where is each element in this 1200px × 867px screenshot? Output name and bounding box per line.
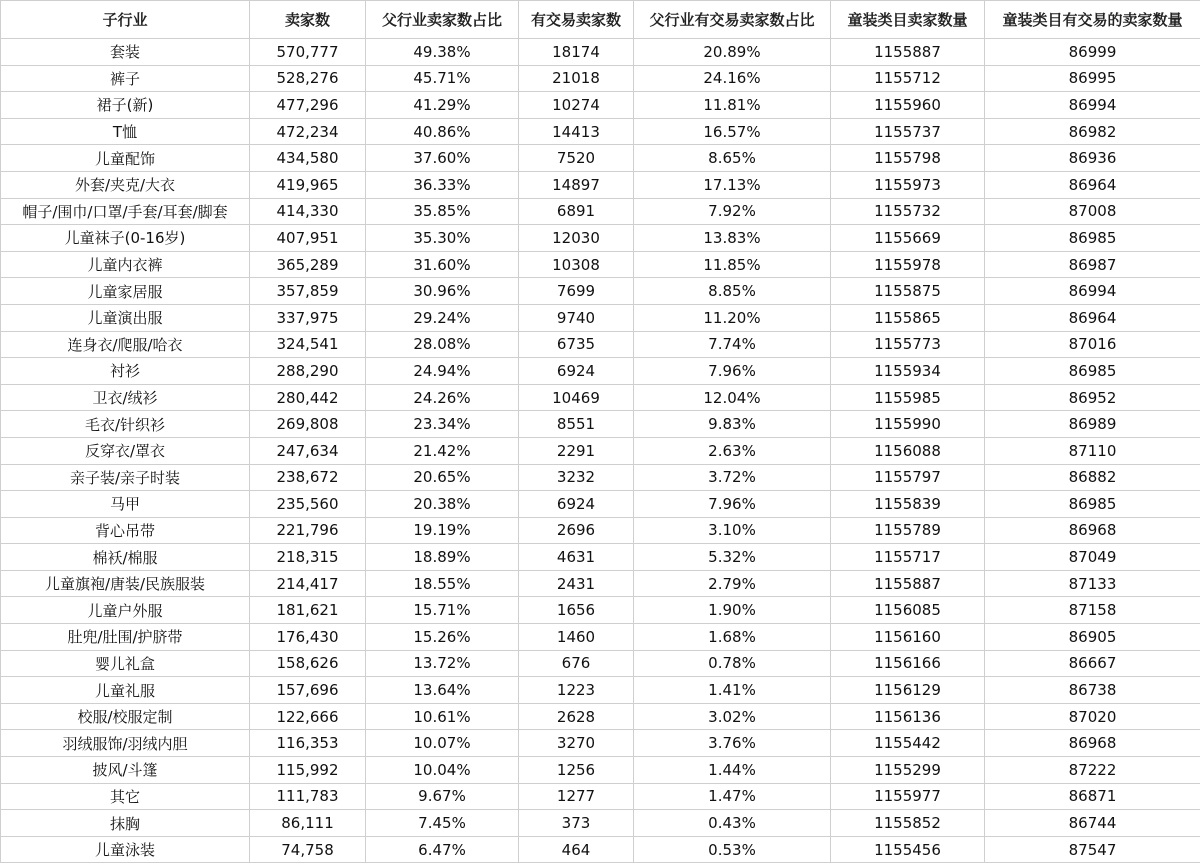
cell-parent-seller-share: 30.96%	[366, 278, 519, 305]
table-row	[1, 464, 1200, 491]
cell-parent-seller-share: 13.72%	[366, 650, 519, 677]
cell-parent-seller-share: 10.04%	[366, 757, 519, 784]
cell-seller-count: 269,808	[250, 411, 366, 438]
cell-category-trading-seller-count: 87020	[985, 703, 1200, 730]
cell-sub-industry: 校服/校服定制	[1, 703, 250, 730]
cell-trading-seller-count: 6891	[519, 198, 634, 225]
cell-parent-trading-seller-share: 11.81%	[634, 92, 831, 119]
cell-sub-industry: 马甲	[1, 491, 250, 518]
cell-seller-count: 472,234	[250, 118, 366, 145]
cell-sub-industry: 儿童家居服	[1, 278, 250, 305]
cell-category-seller-count: 1156088	[831, 437, 985, 464]
cell-parent-seller-share: 13.64%	[366, 677, 519, 704]
cell-seller-count: 181,621	[250, 597, 366, 624]
cell-parent-trading-seller-share: 1.68%	[634, 624, 831, 651]
cell-seller-count: 116,353	[250, 730, 366, 757]
cell-category-trading-seller-count: 86994	[985, 92, 1200, 119]
cell-parent-seller-share: 19.19%	[366, 517, 519, 544]
cell-trading-seller-count: 6735	[519, 331, 634, 358]
table-row	[1, 251, 1200, 278]
cell-category-trading-seller-count: 87008	[985, 198, 1200, 225]
cell-trading-seller-count: 4631	[519, 544, 634, 571]
cell-category-trading-seller-count: 87110	[985, 437, 1200, 464]
cell-category-trading-seller-count: 87016	[985, 331, 1200, 358]
header-parent-seller-share: 父行业卖家数占比	[366, 1, 519, 39]
cell-parent-trading-seller-share: 3.10%	[634, 517, 831, 544]
cell-trading-seller-count: 1460	[519, 624, 634, 651]
cell-category-trading-seller-count: 86968	[985, 730, 1200, 757]
cell-sub-industry: 毛衣/针织衫	[1, 411, 250, 438]
cell-category-trading-seller-count: 86936	[985, 145, 1200, 172]
cell-sub-industry: 肚兜/肚围/护脐带	[1, 624, 250, 651]
cell-seller-count: 176,430	[250, 624, 366, 651]
table-row	[1, 278, 1200, 305]
cell-sub-industry: 帽子/围巾/口罩/手套/耳套/脚套	[1, 198, 250, 225]
cell-seller-count: 214,417	[250, 570, 366, 597]
header-parent-trading-seller-share: 父行业有交易卖家数占比	[634, 1, 831, 39]
table-row	[1, 570, 1200, 597]
cell-category-trading-seller-count: 87158	[985, 597, 1200, 624]
cell-sub-industry: 儿童袜子(0-16岁)	[1, 225, 250, 252]
cell-trading-seller-count: 10469	[519, 384, 634, 411]
cell-category-seller-count: 1155789	[831, 517, 985, 544]
cell-sub-industry: 亲子装/亲子时装	[1, 464, 250, 491]
cell-parent-trading-seller-share: 3.76%	[634, 730, 831, 757]
cell-parent-trading-seller-share: 0.53%	[634, 836, 831, 863]
cell-parent-seller-share: 31.60%	[366, 251, 519, 278]
cell-parent-trading-seller-share: 12.04%	[634, 384, 831, 411]
table-row	[1, 304, 1200, 331]
cell-category-trading-seller-count: 86994	[985, 278, 1200, 305]
cell-trading-seller-count: 676	[519, 650, 634, 677]
cell-category-trading-seller-count: 86964	[985, 171, 1200, 198]
table-row	[1, 171, 1200, 198]
cell-sub-industry: 儿童旗袍/唐装/民族服装	[1, 570, 250, 597]
cell-parent-seller-share: 20.38%	[366, 491, 519, 518]
cell-category-seller-count: 1155669	[831, 225, 985, 252]
cell-sub-industry: 披风/斗篷	[1, 757, 250, 784]
cell-category-seller-count: 1156129	[831, 677, 985, 704]
table-row	[1, 384, 1200, 411]
table-row	[1, 730, 1200, 757]
cell-parent-trading-seller-share: 1.41%	[634, 677, 831, 704]
cell-trading-seller-count: 1277	[519, 783, 634, 810]
cell-parent-trading-seller-share: 24.16%	[634, 65, 831, 92]
cell-parent-trading-seller-share: 7.74%	[634, 331, 831, 358]
cell-trading-seller-count: 2431	[519, 570, 634, 597]
cell-parent-seller-share: 41.29%	[366, 92, 519, 119]
cell-seller-count: 111,783	[250, 783, 366, 810]
cell-sub-industry: 外套/夹克/大衣	[1, 171, 250, 198]
cell-category-seller-count: 1155973	[831, 171, 985, 198]
cell-trading-seller-count: 21018	[519, 65, 634, 92]
header-seller-count: 卖家数	[250, 1, 366, 39]
cell-sub-industry: 其它	[1, 783, 250, 810]
table-row	[1, 198, 1200, 225]
cell-category-trading-seller-count: 87222	[985, 757, 1200, 784]
cell-parent-seller-share: 49.38%	[366, 39, 519, 66]
cell-trading-seller-count: 12030	[519, 225, 634, 252]
cell-sub-industry: 棉袄/棉服	[1, 544, 250, 571]
cell-category-seller-count: 1156085	[831, 597, 985, 624]
cell-category-trading-seller-count: 86667	[985, 650, 1200, 677]
header-trading-seller-count: 有交易卖家数	[519, 1, 634, 39]
cell-seller-count: 365,289	[250, 251, 366, 278]
cell-sub-industry: 儿童礼服	[1, 677, 250, 704]
cell-category-trading-seller-count: 86985	[985, 358, 1200, 385]
cell-category-trading-seller-count: 86985	[985, 225, 1200, 252]
cell-parent-seller-share: 9.67%	[366, 783, 519, 810]
cell-sub-industry: 连身衣/爬服/哈衣	[1, 331, 250, 358]
cell-category-trading-seller-count: 86985	[985, 491, 1200, 518]
cell-parent-seller-share: 20.65%	[366, 464, 519, 491]
cell-parent-seller-share: 36.33%	[366, 171, 519, 198]
cell-category-seller-count: 1156166	[831, 650, 985, 677]
cell-parent-seller-share: 18.55%	[366, 570, 519, 597]
table-row	[1, 836, 1200, 863]
table-row	[1, 677, 1200, 704]
cell-seller-count: 407,951	[250, 225, 366, 252]
cell-trading-seller-count: 7699	[519, 278, 634, 305]
cell-category-seller-count: 1155797	[831, 464, 985, 491]
table-row	[1, 65, 1200, 92]
cell-category-seller-count: 1155985	[831, 384, 985, 411]
cell-seller-count: 324,541	[250, 331, 366, 358]
cell-category-trading-seller-count: 87049	[985, 544, 1200, 571]
cell-category-seller-count: 1156136	[831, 703, 985, 730]
cell-category-trading-seller-count: 86989	[985, 411, 1200, 438]
cell-trading-seller-count: 2628	[519, 703, 634, 730]
cell-trading-seller-count: 10274	[519, 92, 634, 119]
cell-sub-industry: 裤子	[1, 65, 250, 92]
cell-seller-count: 357,859	[250, 278, 366, 305]
cell-category-trading-seller-count: 86995	[985, 65, 1200, 92]
cell-category-seller-count: 1155798	[831, 145, 985, 172]
cell-parent-seller-share: 10.61%	[366, 703, 519, 730]
cell-trading-seller-count: 14897	[519, 171, 634, 198]
cell-trading-seller-count: 3270	[519, 730, 634, 757]
cell-parent-seller-share: 10.07%	[366, 730, 519, 757]
cell-seller-count: 218,315	[250, 544, 366, 571]
cell-category-seller-count: 1155712	[831, 65, 985, 92]
cell-seller-count: 247,634	[250, 437, 366, 464]
cell-seller-count: 74,758	[250, 836, 366, 863]
cell-seller-count: 157,696	[250, 677, 366, 704]
cell-sub-industry: T恤	[1, 118, 250, 145]
cell-sub-industry: 儿童内衣裤	[1, 251, 250, 278]
cell-sub-industry: 裙子(新)	[1, 92, 250, 119]
cell-category-seller-count: 1155717	[831, 544, 985, 571]
cell-category-trading-seller-count: 86905	[985, 624, 1200, 651]
cell-parent-seller-share: 7.45%	[366, 810, 519, 837]
cell-parent-seller-share: 24.26%	[366, 384, 519, 411]
table-row	[1, 437, 1200, 464]
cell-trading-seller-count: 6924	[519, 358, 634, 385]
table-row	[1, 145, 1200, 172]
table-row	[1, 650, 1200, 677]
cell-trading-seller-count: 6924	[519, 491, 634, 518]
cell-parent-seller-share: 6.47%	[366, 836, 519, 863]
cell-trading-seller-count: 9740	[519, 304, 634, 331]
cell-category-seller-count: 1155852	[831, 810, 985, 837]
cell-category-seller-count: 1155960	[831, 92, 985, 119]
cell-trading-seller-count: 373	[519, 810, 634, 837]
header-sub-industry: 子行业	[1, 1, 250, 39]
cell-sub-industry: 背心吊带	[1, 517, 250, 544]
cell-parent-trading-seller-share: 11.85%	[634, 251, 831, 278]
cell-parent-trading-seller-share: 7.96%	[634, 491, 831, 518]
cell-category-seller-count: 1155865	[831, 304, 985, 331]
cell-parent-seller-share: 35.30%	[366, 225, 519, 252]
cell-parent-trading-seller-share: 13.83%	[634, 225, 831, 252]
cell-seller-count: 570,777	[250, 39, 366, 66]
cell-parent-trading-seller-share: 2.63%	[634, 437, 831, 464]
table-body	[1, 39, 1200, 863]
cell-trading-seller-count: 1223	[519, 677, 634, 704]
cell-trading-seller-count: 1656	[519, 597, 634, 624]
cell-sub-industry: 婴儿礼盒	[1, 650, 250, 677]
cell-parent-trading-seller-share: 3.02%	[634, 703, 831, 730]
cell-parent-seller-share: 28.08%	[366, 331, 519, 358]
table-row	[1, 225, 1200, 252]
cell-trading-seller-count: 464	[519, 836, 634, 863]
cell-parent-trading-seller-share: 8.65%	[634, 145, 831, 172]
cell-category-trading-seller-count: 86964	[985, 304, 1200, 331]
table-row	[1, 411, 1200, 438]
cell-category-trading-seller-count: 86952	[985, 384, 1200, 411]
cell-seller-count: 434,580	[250, 145, 366, 172]
table-row	[1, 597, 1200, 624]
cell-sub-industry: 套装	[1, 39, 250, 66]
cell-parent-trading-seller-share: 7.92%	[634, 198, 831, 225]
table-row	[1, 517, 1200, 544]
cell-parent-trading-seller-share: 9.83%	[634, 411, 831, 438]
cell-category-seller-count: 1155977	[831, 783, 985, 810]
cell-seller-count: 337,975	[250, 304, 366, 331]
cell-trading-seller-count: 2291	[519, 437, 634, 464]
cell-trading-seller-count: 8551	[519, 411, 634, 438]
cell-category-trading-seller-count: 86871	[985, 783, 1200, 810]
cell-sub-industry: 儿童演出服	[1, 304, 250, 331]
cell-category-seller-count: 1155978	[831, 251, 985, 278]
table-row	[1, 331, 1200, 358]
cell-category-seller-count: 1155737	[831, 118, 985, 145]
cell-parent-trading-seller-share: 0.43%	[634, 810, 831, 837]
cell-trading-seller-count: 7520	[519, 145, 634, 172]
cell-category-trading-seller-count: 86882	[985, 464, 1200, 491]
cell-parent-trading-seller-share: 17.13%	[634, 171, 831, 198]
cell-trading-seller-count: 3232	[519, 464, 634, 491]
table-row	[1, 544, 1200, 571]
cell-category-trading-seller-count: 87133	[985, 570, 1200, 597]
cell-sub-industry: 反穿衣/罩衣	[1, 437, 250, 464]
cell-sub-industry: 抹胸	[1, 810, 250, 837]
cell-category-seller-count: 1156160	[831, 624, 985, 651]
cell-trading-seller-count: 2696	[519, 517, 634, 544]
cell-category-seller-count: 1155990	[831, 411, 985, 438]
cell-trading-seller-count: 18174	[519, 39, 634, 66]
cell-parent-seller-share: 23.34%	[366, 411, 519, 438]
cell-category-seller-count: 1155887	[831, 39, 985, 66]
cell-seller-count: 122,666	[250, 703, 366, 730]
cell-category-trading-seller-count: 86999	[985, 39, 1200, 66]
cell-parent-trading-seller-share: 16.57%	[634, 118, 831, 145]
cell-seller-count: 528,276	[250, 65, 366, 92]
cell-category-seller-count: 1155299	[831, 757, 985, 784]
table-row	[1, 92, 1200, 119]
table-row	[1, 358, 1200, 385]
cell-parent-trading-seller-share: 7.96%	[634, 358, 831, 385]
cell-parent-seller-share: 18.89%	[366, 544, 519, 571]
cell-seller-count: 221,796	[250, 517, 366, 544]
cell-parent-trading-seller-share: 0.78%	[634, 650, 831, 677]
table-row	[1, 757, 1200, 784]
cell-parent-trading-seller-share: 11.20%	[634, 304, 831, 331]
cell-parent-seller-share: 35.85%	[366, 198, 519, 225]
cell-seller-count: 419,965	[250, 171, 366, 198]
cell-seller-count: 158,626	[250, 650, 366, 677]
cell-category-trading-seller-count: 86987	[985, 251, 1200, 278]
header-category-seller-count: 童装类目卖家数量	[831, 1, 985, 39]
cell-parent-seller-share: 29.24%	[366, 304, 519, 331]
header-category-trading-seller-count: 童装类目有交易的卖家数量	[985, 1, 1200, 39]
cell-sub-industry: 羽绒服饰/羽绒内胆	[1, 730, 250, 757]
cell-parent-seller-share: 37.60%	[366, 145, 519, 172]
cell-category-trading-seller-count: 86738	[985, 677, 1200, 704]
table-row	[1, 810, 1200, 837]
cell-parent-seller-share: 24.94%	[366, 358, 519, 385]
cell-parent-trading-seller-share: 1.44%	[634, 757, 831, 784]
table-row	[1, 491, 1200, 518]
cell-seller-count: 477,296	[250, 92, 366, 119]
cell-category-trading-seller-count: 86968	[985, 517, 1200, 544]
cell-category-trading-seller-count: 86982	[985, 118, 1200, 145]
cell-seller-count: 238,672	[250, 464, 366, 491]
cell-parent-seller-share: 40.86%	[366, 118, 519, 145]
cell-trading-seller-count: 14413	[519, 118, 634, 145]
table-row	[1, 39, 1200, 66]
cell-category-trading-seller-count: 87547	[985, 836, 1200, 863]
cell-seller-count: 288,290	[250, 358, 366, 385]
cell-parent-trading-seller-share: 3.72%	[634, 464, 831, 491]
cell-category-seller-count: 1155442	[831, 730, 985, 757]
cell-parent-trading-seller-share: 2.79%	[634, 570, 831, 597]
cell-parent-trading-seller-share: 1.47%	[634, 783, 831, 810]
cell-seller-count: 86,111	[250, 810, 366, 837]
table-row	[1, 783, 1200, 810]
cell-category-seller-count: 1155934	[831, 358, 985, 385]
cell-sub-industry: 卫衣/绒衫	[1, 384, 250, 411]
cell-category-seller-count: 1155456	[831, 836, 985, 863]
table-row	[1, 118, 1200, 145]
cell-seller-count: 115,992	[250, 757, 366, 784]
cell-seller-count: 235,560	[250, 491, 366, 518]
cell-sub-industry: 衬衫	[1, 358, 250, 385]
cell-parent-trading-seller-share: 8.85%	[634, 278, 831, 305]
cell-parent-trading-seller-share: 1.90%	[634, 597, 831, 624]
cell-parent-seller-share: 21.42%	[366, 437, 519, 464]
cell-sub-industry: 儿童配饰	[1, 145, 250, 172]
cell-category-seller-count: 1155773	[831, 331, 985, 358]
cell-sub-industry: 儿童泳装	[1, 836, 250, 863]
cell-sub-industry: 儿童户外服	[1, 597, 250, 624]
cell-category-seller-count: 1155875	[831, 278, 985, 305]
cell-seller-count: 280,442	[250, 384, 366, 411]
cell-category-seller-count: 1155839	[831, 491, 985, 518]
cell-category-seller-count: 1155732	[831, 198, 985, 225]
cell-seller-count: 414,330	[250, 198, 366, 225]
cell-category-seller-count: 1155887	[831, 570, 985, 597]
cell-parent-trading-seller-share: 5.32%	[634, 544, 831, 571]
cell-trading-seller-count: 10308	[519, 251, 634, 278]
cell-trading-seller-count: 1256	[519, 757, 634, 784]
cell-parent-trading-seller-share: 20.89%	[634, 39, 831, 66]
cell-parent-seller-share: 45.71%	[366, 65, 519, 92]
cell-category-trading-seller-count: 86744	[985, 810, 1200, 837]
header-row	[1, 1, 1200, 39]
table-row	[1, 624, 1200, 651]
cell-parent-seller-share: 15.26%	[366, 624, 519, 651]
cell-parent-seller-share: 15.71%	[366, 597, 519, 624]
table-row	[1, 703, 1200, 730]
